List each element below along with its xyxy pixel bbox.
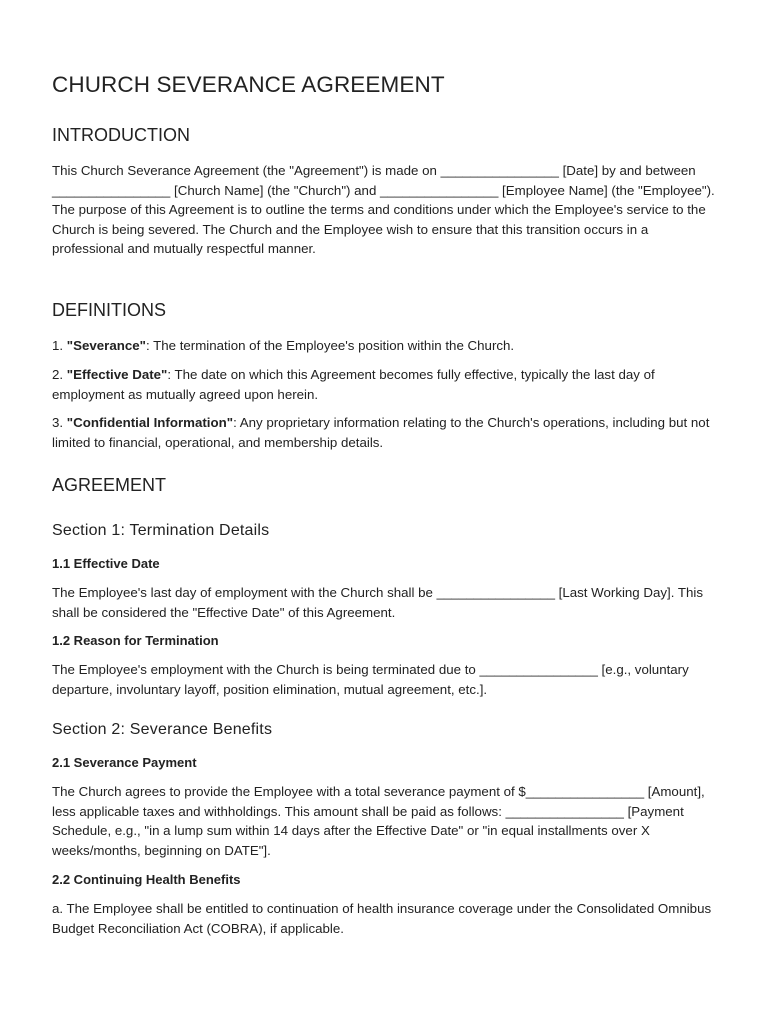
definition-term: "Severance" — [66, 338, 146, 353]
subsection-2-1-paragraph: The Church agrees to provide the Employee with a total severance payment of $________________ [Amount], less applicable taxes and withholdings. This amount shall be paid as follows: ________________ [Payment Schedule, e.g., "in a lump sum within 14 days after the Effective Date" or "in equal installments over X weeks/months, beginning on DATE"]. — [52, 784, 705, 858]
definition-item-severance — [52, 336, 722, 356]
section-1-heading: Section 1: Termination Details — [52, 522, 270, 539]
section-2-heading: Section 2: Severance Benefits — [52, 721, 273, 738]
subsection-1-1-heading: 1.1 Effective Date — [52, 556, 160, 571]
agreement-heading: AGREEMENT — [52, 475, 167, 495]
definitions-heading: DEFINITIONS — [52, 300, 167, 320]
definition-text: : The date on which this Agreement becomes fully effective, typically the last day of employment as mutually agreed upon herein. — [52, 367, 655, 402]
definition-item-confidential-information — [52, 413, 722, 452]
introduction-heading: INTRODUCTION — [52, 125, 190, 145]
subsection-1-1-paragraph: The Employee's last day of employment with the Church shall be ________________ [Last Working Day]. This shall be considered the "Effective Date" of this Agreement. — [52, 585, 704, 620]
subsection-2-2-paragraph: a. The Employee shall be entitled to continuation of health insurance coverage under the Consolidated Omnibus Budget Reconciliation Act (COBRA), if applicable. — [52, 901, 712, 936]
subsection-2-1-heading: 2.1 Severance Payment — [52, 755, 197, 770]
subsection-1-2-heading: 1.2 Reason for Termination — [52, 633, 219, 648]
definition-term: "Confidential Information" — [66, 415, 234, 430]
definition-text: : Any proprietary information relating to the Church's operations, including but not limited to financial, operational, and membership details. — [52, 415, 710, 450]
introduction-paragraph: This Church Severance Agreement (the "Agreement") is made on ________________ [Date] by and between ________________ [Church Name] (the "Church") and ________________ [Employee Name] (the "Employee"). The purpose of this Agreement is to outline the terms and conditions under which the Employee's service to the Church is being severed. The Church and the Employee wish to ensure that this transition occurs in a professional and mutually respectful manner. — [52, 163, 715, 256]
document-title: CHURCH SEVERANCE AGREEMENT — [52, 72, 445, 97]
subsection-2-2-heading: 2.2 Continuing Health Benefits — [52, 872, 241, 887]
definition-number: 1. — [52, 338, 64, 353]
subsection-1-2-paragraph: The Employee's employment with the Church is being terminated due to ________________ [e.g., voluntary departure, involuntary layoff, position elimination, mutual agreement, etc.]. — [52, 662, 689, 697]
definition-term: "Effective Date" — [66, 367, 168, 382]
definition-item-effective-date — [52, 365, 722, 404]
definition-number: 2. — [52, 367, 64, 382]
definition-text: : The termination of the Employee's position within the Church. — [145, 338, 515, 353]
definition-number: 3. — [52, 415, 64, 430]
